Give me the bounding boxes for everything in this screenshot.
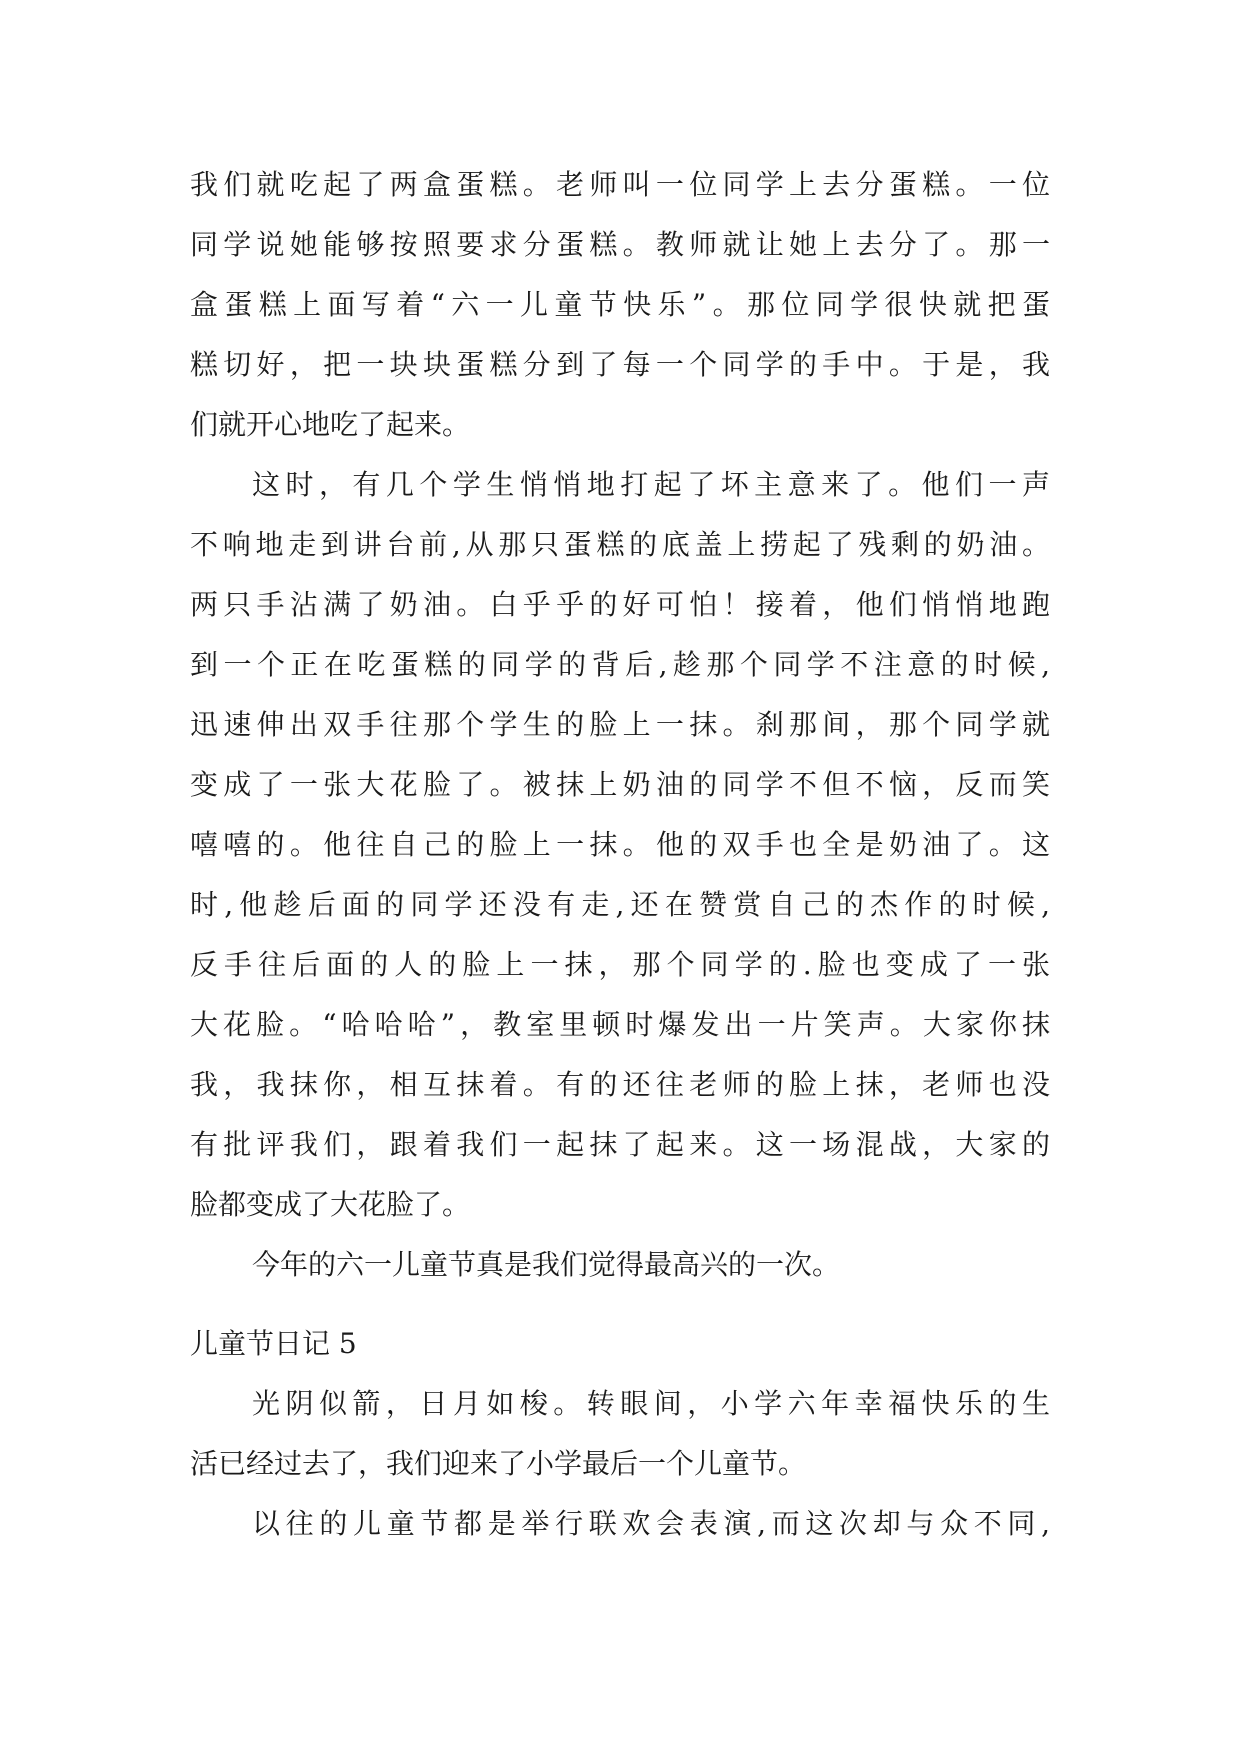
text-line: 反手往后面的人的脸上一抹，那个同学的.脸也变成了一张 [190,948,1050,981]
diary-heading: 儿童节日记 5 [190,1327,357,1360]
diary-section-5 [190,1374,1050,1554]
text-line: 迅速伸出双手往那个学生的脸上一抹。刹那间，那个同学就 [190,708,1050,741]
text-line: 不响地走到讲台前,从那只蛋糕的底盖上捞起了残剩的奶油。 [190,528,1050,561]
text-line: 两只手沾满了奶油。白乎乎的好可怕！接着，他们悄悄地跑 [190,588,1050,621]
text-line: 同学说她能够按照要求分蛋糕。教师就让她上去分了。那一 [190,228,1050,261]
paragraph-first-line: 今年的六一儿童节真是我们觉得最高兴的一次。 [252,1248,841,1281]
text-line: 盒蛋糕上面写着“六一儿童节快乐”。那位同学很快就把蛋 [190,288,1050,321]
paragraph-first-line: 光阴似箭，日月如梭。转眼间，小学六年幸福快乐的生 [252,1387,1050,1420]
text-line: 时,他趁后面的同学还没有走,还在赞赏自己的杰作的时候, [190,888,1050,921]
text-line: 变成了一张大花脸了。被抹上奶油的同学不但不恼，反而笑 [190,768,1050,801]
paragraph-first-line: 以往的儿童节都是举行联欢会表演,而这次却与众不同, [252,1507,1050,1540]
text-line: 我，我抹你，相互抹着。有的还往老师的脸上抹，老师也没 [190,1068,1050,1101]
text-line: 大花脸。“哈哈哈”，教室里顿时爆发出一片笑声。大家你抹 [190,1008,1050,1041]
text-line: 们就开心地吃了起来。 [190,408,471,441]
text-line: 糕切好，把一块块蛋糕分到了每一个同学的手中。于是，我 [190,348,1050,381]
text-line: 活已经过去了，我们迎来了小学最后一个儿童节。 [190,1447,807,1480]
text-line: 有批评我们，跟着我们一起抹了起来。这一场混战，大家的 [190,1128,1050,1161]
text-line: 脸都变成了大花脸了。 [190,1188,471,1221]
text-line: 到一个正在吃蛋糕的同学的背后,趁那个同学不注意的时候, [190,648,1050,681]
paragraph-first-line: 这时，有几个学生悄悄地打起了坏主意来了。他们一声 [252,468,1050,501]
text-line: 嘻嘻的。他往自己的脸上一抹。他的双手也全是奶油了。这 [190,828,1050,861]
diary-section-previous [190,155,1050,1295]
text-line: 我们就吃起了两盒蛋糕。老师叫一位同学上去分蛋糕。一位 [190,168,1050,201]
